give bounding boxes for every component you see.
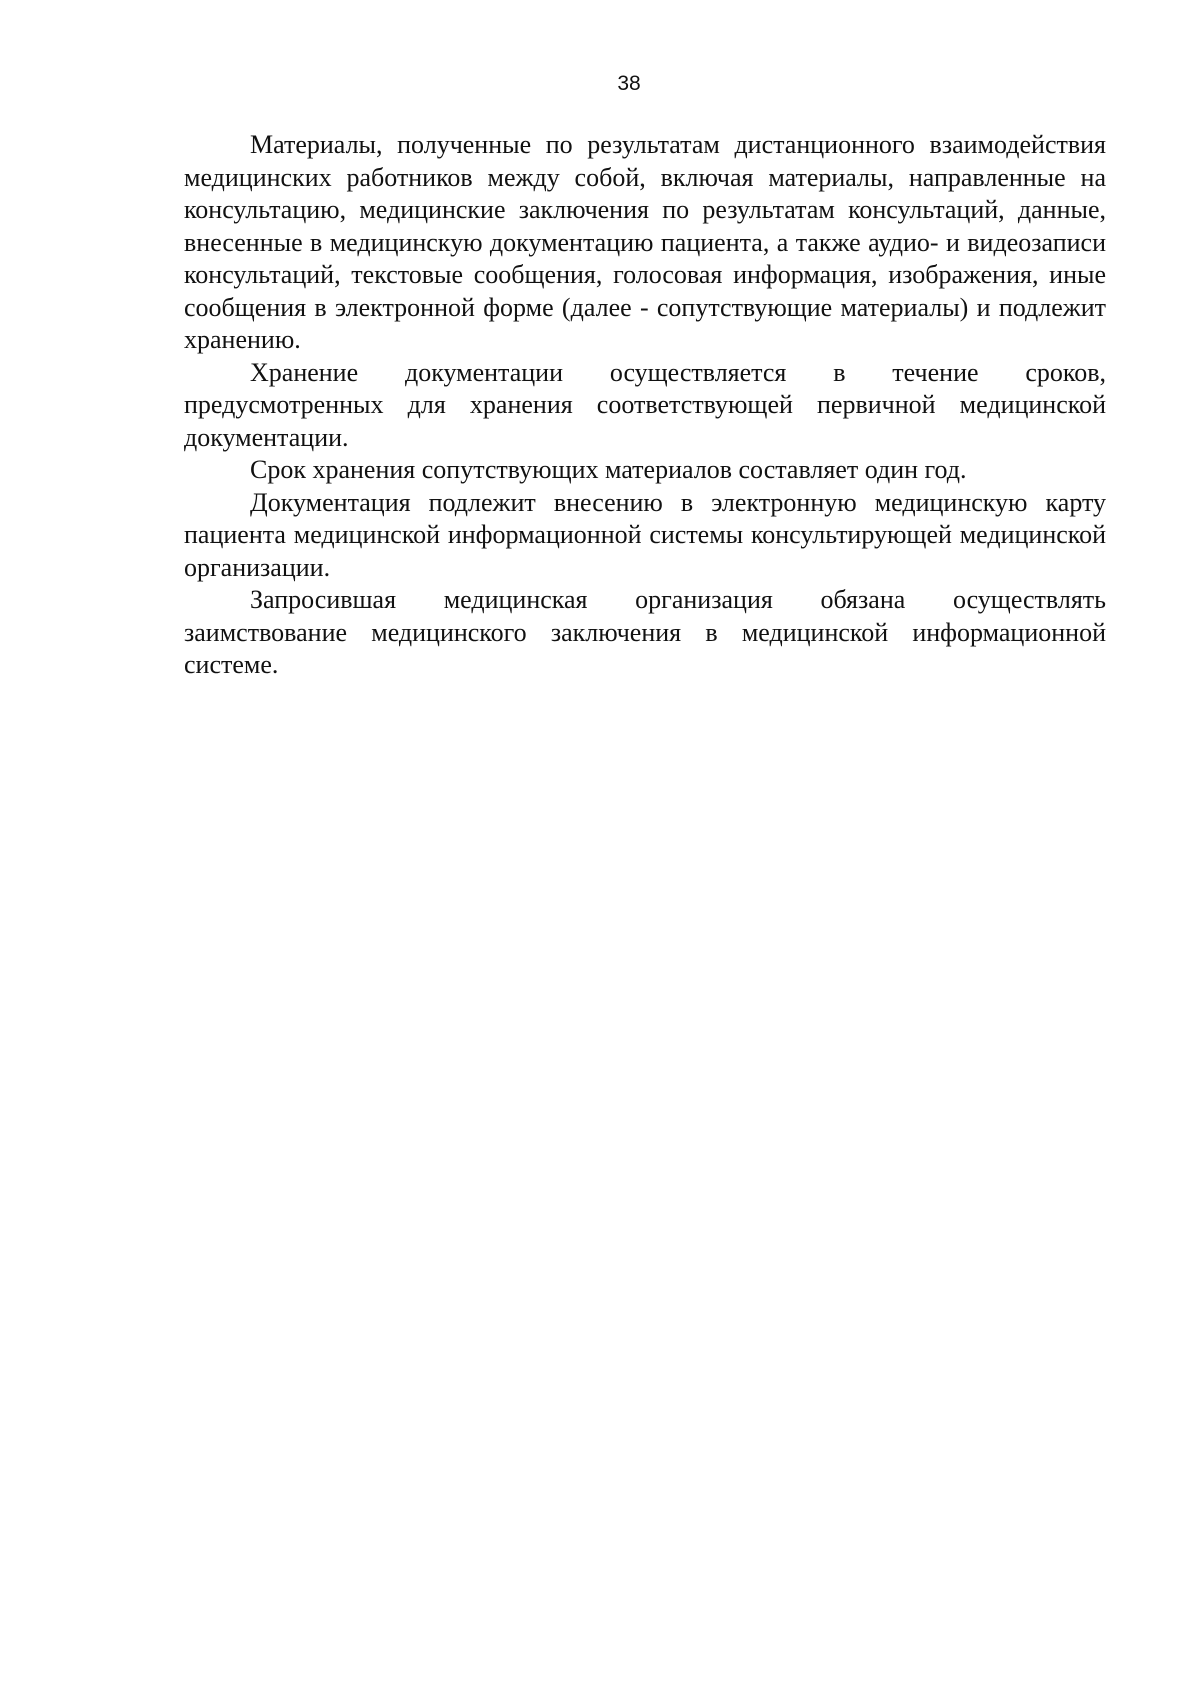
paragraph-emr-entry: Документация подлежит внесению в электронную медицинскую карту пациента медицинской информационной системы консультирующей медицинской организации. — [184, 487, 1106, 582]
page-number: 38 — [617, 72, 641, 95]
paragraph-retention-period: Срок хранения сопутствующих материалов составляет один год. — [250, 455, 967, 484]
paragraph-materials-storage: Материалы, полученные по результатам дистанционного взаимодействия медицинских работников между собой, включая материалы, направленные на консультацию, медицинские заключения по результатам консультаций, данные, внесенные в медицинскую документацию пациента, а также аудио- и видеозаписи консультаций, текстовые сообщения, голосовая информация, изображения, иные сообщения в электронной форме (далее - сопутствующие материалы) и подлежит хранению. — [184, 130, 1106, 354]
document-body — [184, 129, 1106, 682]
paragraph-conclusion-import: Запросившая медицинская организация обязана осуществлять заимствование медицинского заключения в медицинской информационной системе. — [184, 585, 1106, 679]
paragraph-storage-terms: Хранение документации осуществляется в течение сроков, предусмотренных для хранения соответствующей первичной медицинской документации. — [184, 357, 1106, 452]
